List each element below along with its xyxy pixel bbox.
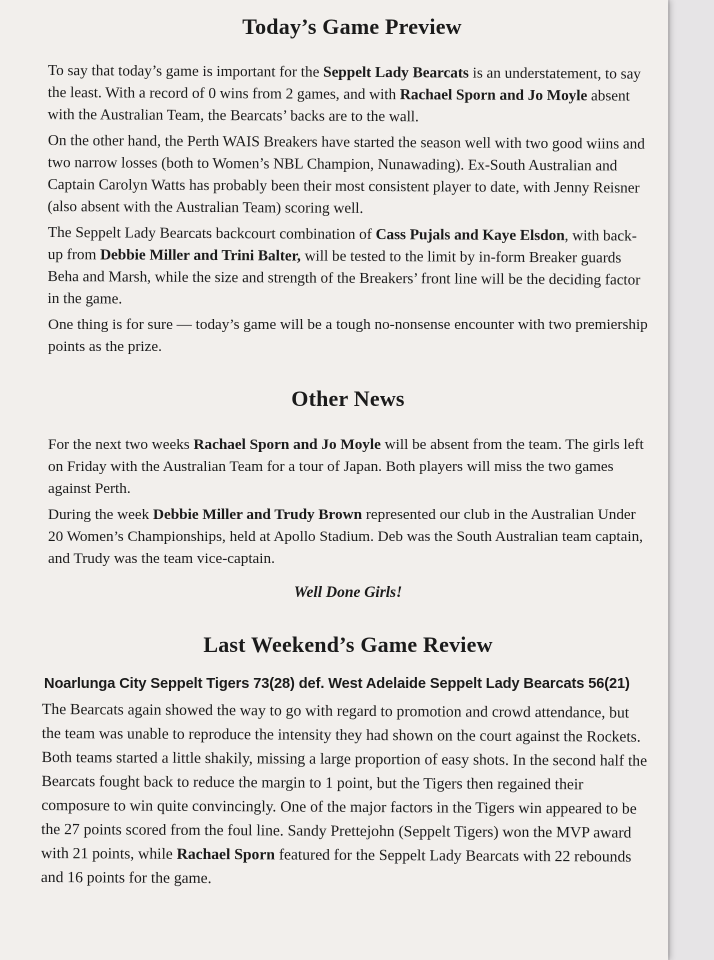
bold-player-name: Rachael Sporn [176, 845, 276, 864]
game-preview-body [48, 60, 648, 358]
game-preview-section [48, 14, 648, 358]
other-news-section [48, 386, 648, 602]
preview-paragraph-3 [47, 222, 648, 314]
bold-player-names: Debbie Miller and Trudy Brown [153, 506, 363, 523]
text-run: For the next two weeks [48, 436, 194, 453]
bold-player-names: Rachael Sporn and Jo Moyle [193, 436, 381, 453]
text-run: featured for the Seppelt Lady Bearcats with 22 rebounds and 16 points for the game. [40, 846, 632, 888]
review-paragraph [41, 698, 648, 894]
bold-player-names: Debbie Miller and Trini Balter, [100, 246, 301, 265]
news-paragraph-1 [48, 434, 648, 500]
bold-player-names: Cass Pujals and Kaye Elsdon [375, 226, 565, 245]
news-paragraph-2 [48, 504, 648, 570]
adjacent-page-edge [670, 0, 714, 960]
other-news-title: Other News [291, 386, 405, 411]
text-run: To say that today’s game is important for the [47, 61, 324, 81]
game-review-title: Last Weekend’s Game Review [203, 632, 493, 657]
other-news-body [48, 434, 648, 602]
text-run: absent with the Australian Team, the Bearcats’ backs are to the wall. [47, 87, 630, 126]
preview-paragraph-1 [48, 60, 648, 130]
bold-player-names: Rachael Sporn and Jo Moyle [399, 86, 588, 105]
preview-paragraph-4: One thing is for sure — today’s game will be a tough no-nonsense encounter with two premiership points as the prize. [48, 316, 648, 355]
text-run: During the week [48, 506, 154, 523]
game-review-body [42, 698, 648, 890]
well-done-shout: Well Done Girls! [293, 584, 403, 601]
text-run: represented our club in the Australian Under 20 Women’s Championships, held at Apollo Stadium. Deb was the South Australian team captain, and Trudy was the team vice-captain. [48, 506, 643, 567]
game-review-section [40, 632, 648, 890]
match-result-line: Noarlunga City Seppelt Tigers 73(28) def. West Adelaide Seppelt Lady Bearcats 56(21) [44, 676, 630, 692]
bold-team-name: Seppelt Lady Bearcats [323, 63, 469, 82]
text-run: will be absent from the team. The girls left on Friday with the Australian Team for a tour of Japan. Both players will miss the two games against Perth. [48, 436, 644, 497]
preview-paragraph-2: On the other hand, the Perth WAIS Breakers have started the season well with two good wiins and two narrow losses (both to Women’s NBL Champion, Nunawading). Ex-South Australian and Captain Carolyn Watts has probably been their most consistent player to date, with Jenny Reisner (also absent with the Australian Team) scoring well. [47, 131, 645, 217]
text-run: The Bearcats again showed the way to go with regard to promotion and crowd attendance, but the team was unable to reproduce the intensity they had shown on the court against the Rockets. Both teams started a little shakily, missing a large proportion of easy shots. In the second half the Bearcats fought back to reduce the margin to 1 point, but the Tigers then regained their composure to win quite convincingly. One of the major factors in the Tigers win appeared to be the 27 points scored from the foul line. Sandy Prettejohn (Seppelt Tigers) won the MVP award with 21 points, while [40, 700, 648, 863]
text-run: The Seppelt Lady Bearcats backcourt combination of [47, 223, 376, 244]
page-content [40, 14, 648, 890]
text-run: , with back-up from [47, 227, 637, 264]
game-preview-title: Today’s Game Preview [242, 14, 462, 39]
text-run: will be tested to the limit by in-form Breaker guards Beha and Marsh, while the size and strength of the Breakers’ front line will be the deciding factor in the game. [47, 247, 641, 308]
text-run: is an understatement, to say the least. With a record of 0 wins from 2 games, and with [47, 64, 641, 104]
